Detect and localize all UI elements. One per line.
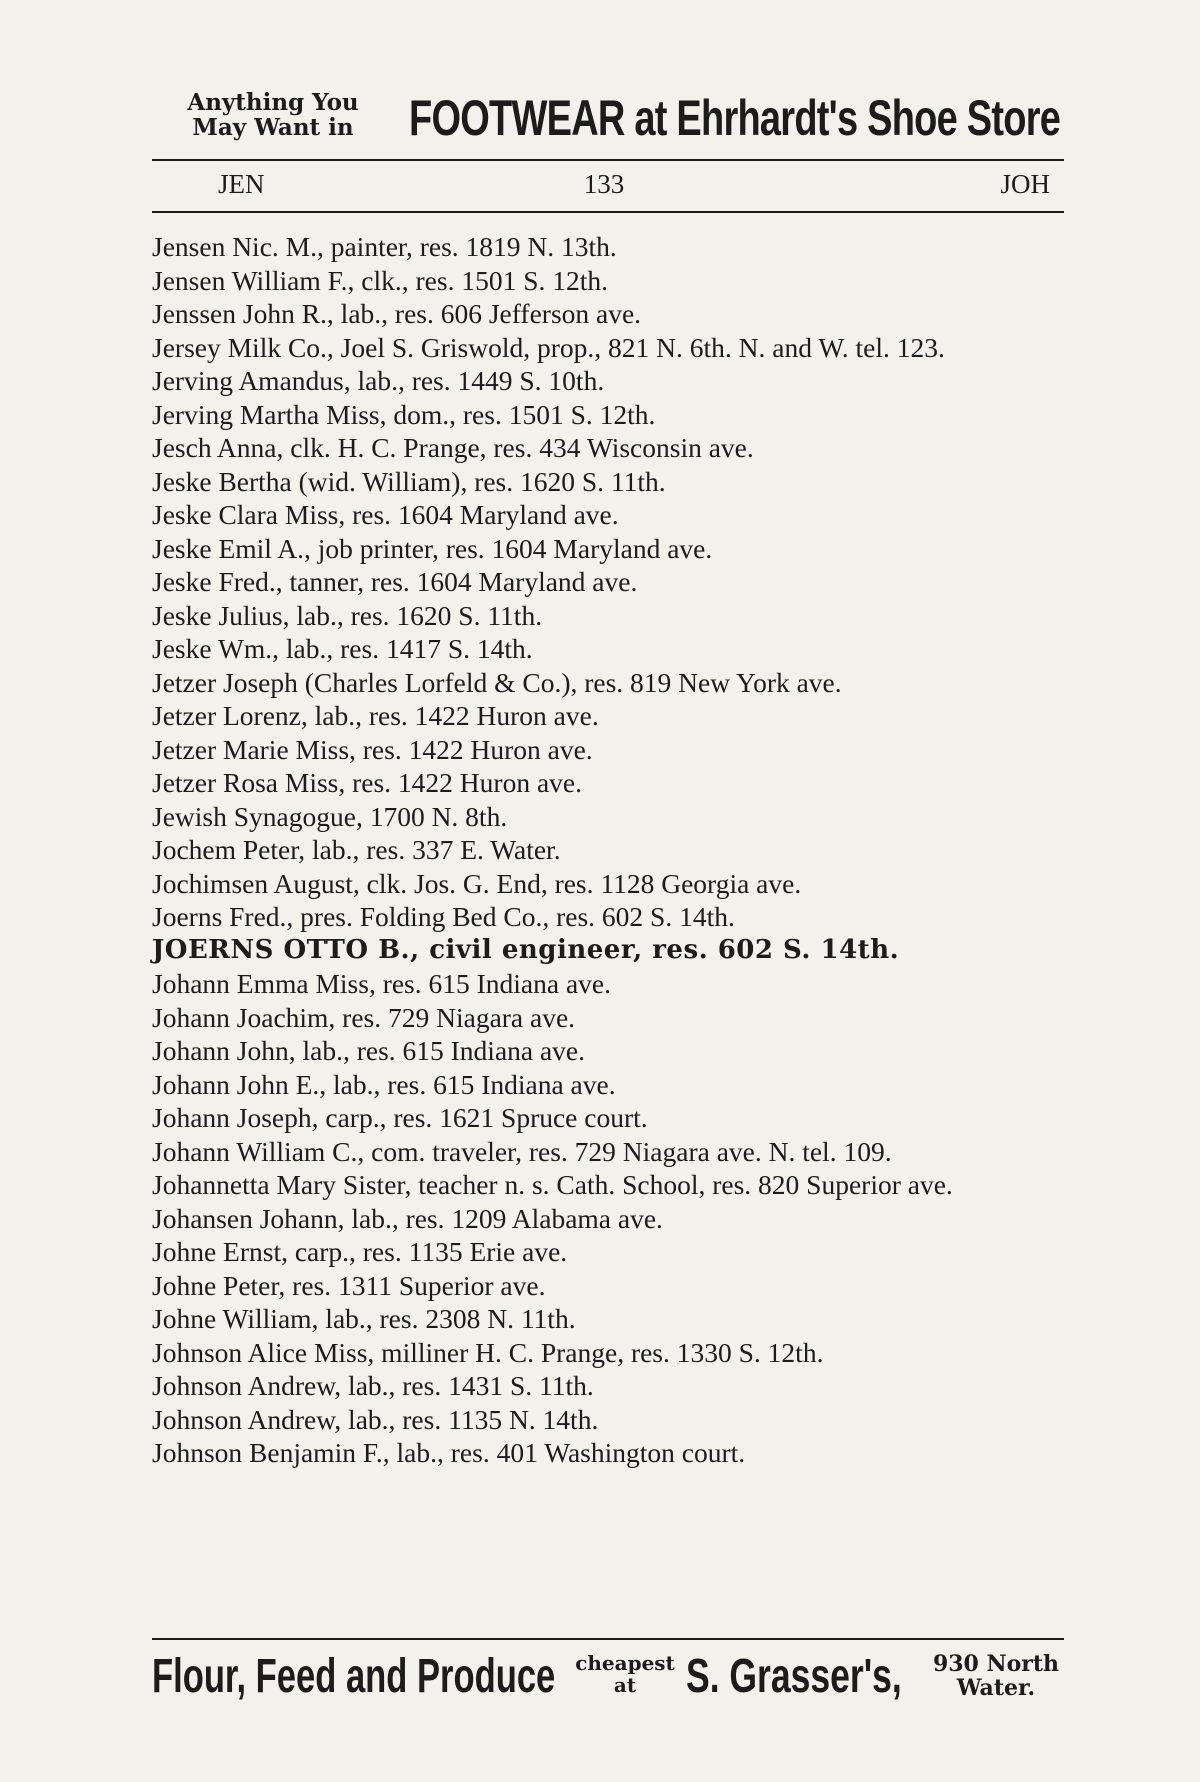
bottom-rule: [152, 1638, 1064, 1640]
directory-entry: Jensen Nic. M., painter, res. 1819 N. 13th.: [152, 231, 617, 262]
directory-entry: Jeske Emil A., job printer, res. 1604 Maryland ave.: [152, 532, 713, 564]
ad-flour-headline: Flour, Feed and Produce: [152, 1650, 556, 1703]
directory-entry: Jochem Peter, lab., res. 337 E. Water.: [152, 834, 561, 865]
directory-entry: Jensen William F., clk., res. 1501 S. 12th.: [152, 264, 609, 296]
directory-entry: Johne William, lab., res. 2308 N. 11th.: [152, 1303, 576, 1334]
directory-entry: Jerving Amandus, lab., res. 1449 S. 10th.: [152, 365, 605, 396]
directory-entry: Jerving Martha Miss, dom., res. 1501 S. 12th.: [152, 398, 656, 430]
directory-entry: Johnson Benjamin F., lab., res. 401 Washington court.: [152, 1437, 746, 1468]
running-head-left: JEN: [218, 169, 265, 199]
directory-entries: [152, 230, 1064, 1470]
ad-cheapest-line1: cheapest: [575, 1651, 675, 1675]
ad-headline: FOOTWEAR at Ehrhardt's Shoe Store: [409, 90, 1061, 146]
directory-entry: Johansen Johann, lab., res. 1209 Alabama ave.: [152, 1202, 663, 1234]
directory-entry: Johannetta Mary Sister, teacher n. s. Cath. School, res. 820 Superior ave.: [152, 1169, 953, 1200]
directory-entry: Johann Joseph, carp., res. 1621 Spruce court.: [152, 1102, 648, 1133]
directory-entry: Jewish Synagogue, 1700 N. 8th.: [152, 800, 508, 832]
directory-entry: Johann Emma Miss, res. 615 Indiana ave.: [152, 968, 612, 999]
directory-entry: Johne Ernst, carp., res. 1135 Erie ave.: [152, 1236, 568, 1267]
ad-address-line1: 930 North: [932, 1651, 1060, 1677]
directory-entry: Joerns Fred., pres. Folding Bed Co., res. 602 S. 14th.: [152, 901, 735, 932]
top-advertisement: [152, 86, 1066, 150]
header-rule: [152, 211, 1064, 213]
directory-entry: Jeske Clara Miss, res. 1604 Maryland ave.: [152, 499, 619, 530]
directory-entry-featured: JOERNS OTTO B., civil engineer, res. 602 S. 14th.: [152, 934, 900, 965]
ad-merchant-name: S. Grasser's,: [686, 1650, 902, 1703]
ad-cheapest: [570, 1652, 680, 1696]
ad-cheapest-line2: at: [613, 1673, 637, 1697]
directory-entry: Johann Joachim, res. 729 Niagara ave.: [152, 1001, 576, 1033]
directory-entry: Jeske Fred., tanner, res. 1604 Maryland ave.: [152, 566, 638, 597]
directory-entry: Jersey Milk Co., Joel S. Griswold, prop., 821 N. 6th. N. and W. tel. 123.: [152, 331, 945, 363]
ad-address: [926, 1652, 1066, 1700]
directory-entry: Jeske Julius, lab., res. 1620 S. 11th.: [152, 599, 543, 631]
directory-entry: Johann John, lab., res. 615 Indiana ave.: [152, 1035, 586, 1066]
directory-entry: Jetzer Lorenz, lab., res. 1422 Huron ave.: [152, 700, 599, 731]
running-head-right: JOH: [1000, 169, 1050, 199]
ad-address-line2: Water.: [956, 1675, 1036, 1701]
page-number: 133: [583, 169, 625, 199]
ad-tagline: [158, 90, 388, 140]
directory-entry: Jetzer Joseph (Charles Lorfeld & Co.), res. 819 New York ave.: [152, 666, 842, 698]
directory-entry: Jetzer Rosa Miss, res. 1422 Huron ave.: [152, 767, 582, 798]
directory-entry: Jeske Bertha (wid. William), res. 1620 S. 11th.: [152, 465, 666, 497]
directory-entry: Jesch Anna, clk. H. C. Prange, res. 434 Wisconsin ave.: [152, 432, 754, 463]
directory-entry: Johnson Andrew, lab., res. 1135 N. 14th.: [152, 1403, 599, 1435]
directory-entry: Johann William C., com. traveler, res. 729 Niagara ave. N. tel. 109.: [152, 1135, 892, 1167]
directory-entry: Johne Peter, res. 1311 Superior ave.: [152, 1269, 546, 1301]
directory-entry: Johnson Andrew, lab., res. 1431 S. 11th.: [152, 1370, 594, 1401]
ad-tagline-line2: May Want in: [192, 114, 354, 141]
running-header: [152, 166, 1064, 202]
bottom-advertisement: [152, 1648, 1066, 1708]
directory-entry: Jenssen John R., lab., res. 606 Jefferson ave.: [152, 298, 642, 329]
top-rule: [152, 159, 1064, 161]
directory-entry: Jeske Wm., lab., res. 1417 S. 14th.: [152, 633, 533, 664]
directory-entry: Johnson Alice Miss, milliner H. C. Prange, res. 1330 S. 12th.: [152, 1336, 824, 1368]
directory-entry: Jetzer Marie Miss, res. 1422 Huron ave.: [152, 733, 593, 765]
ad-tagline-line1: Anything You: [187, 89, 359, 116]
directory-entry: Johann John E., lab., res. 615 Indiana ave.: [152, 1068, 616, 1100]
directory-entry: Jochimsen August, clk. Jos. G. End, res. 1128 Georgia ave.: [152, 867, 802, 899]
